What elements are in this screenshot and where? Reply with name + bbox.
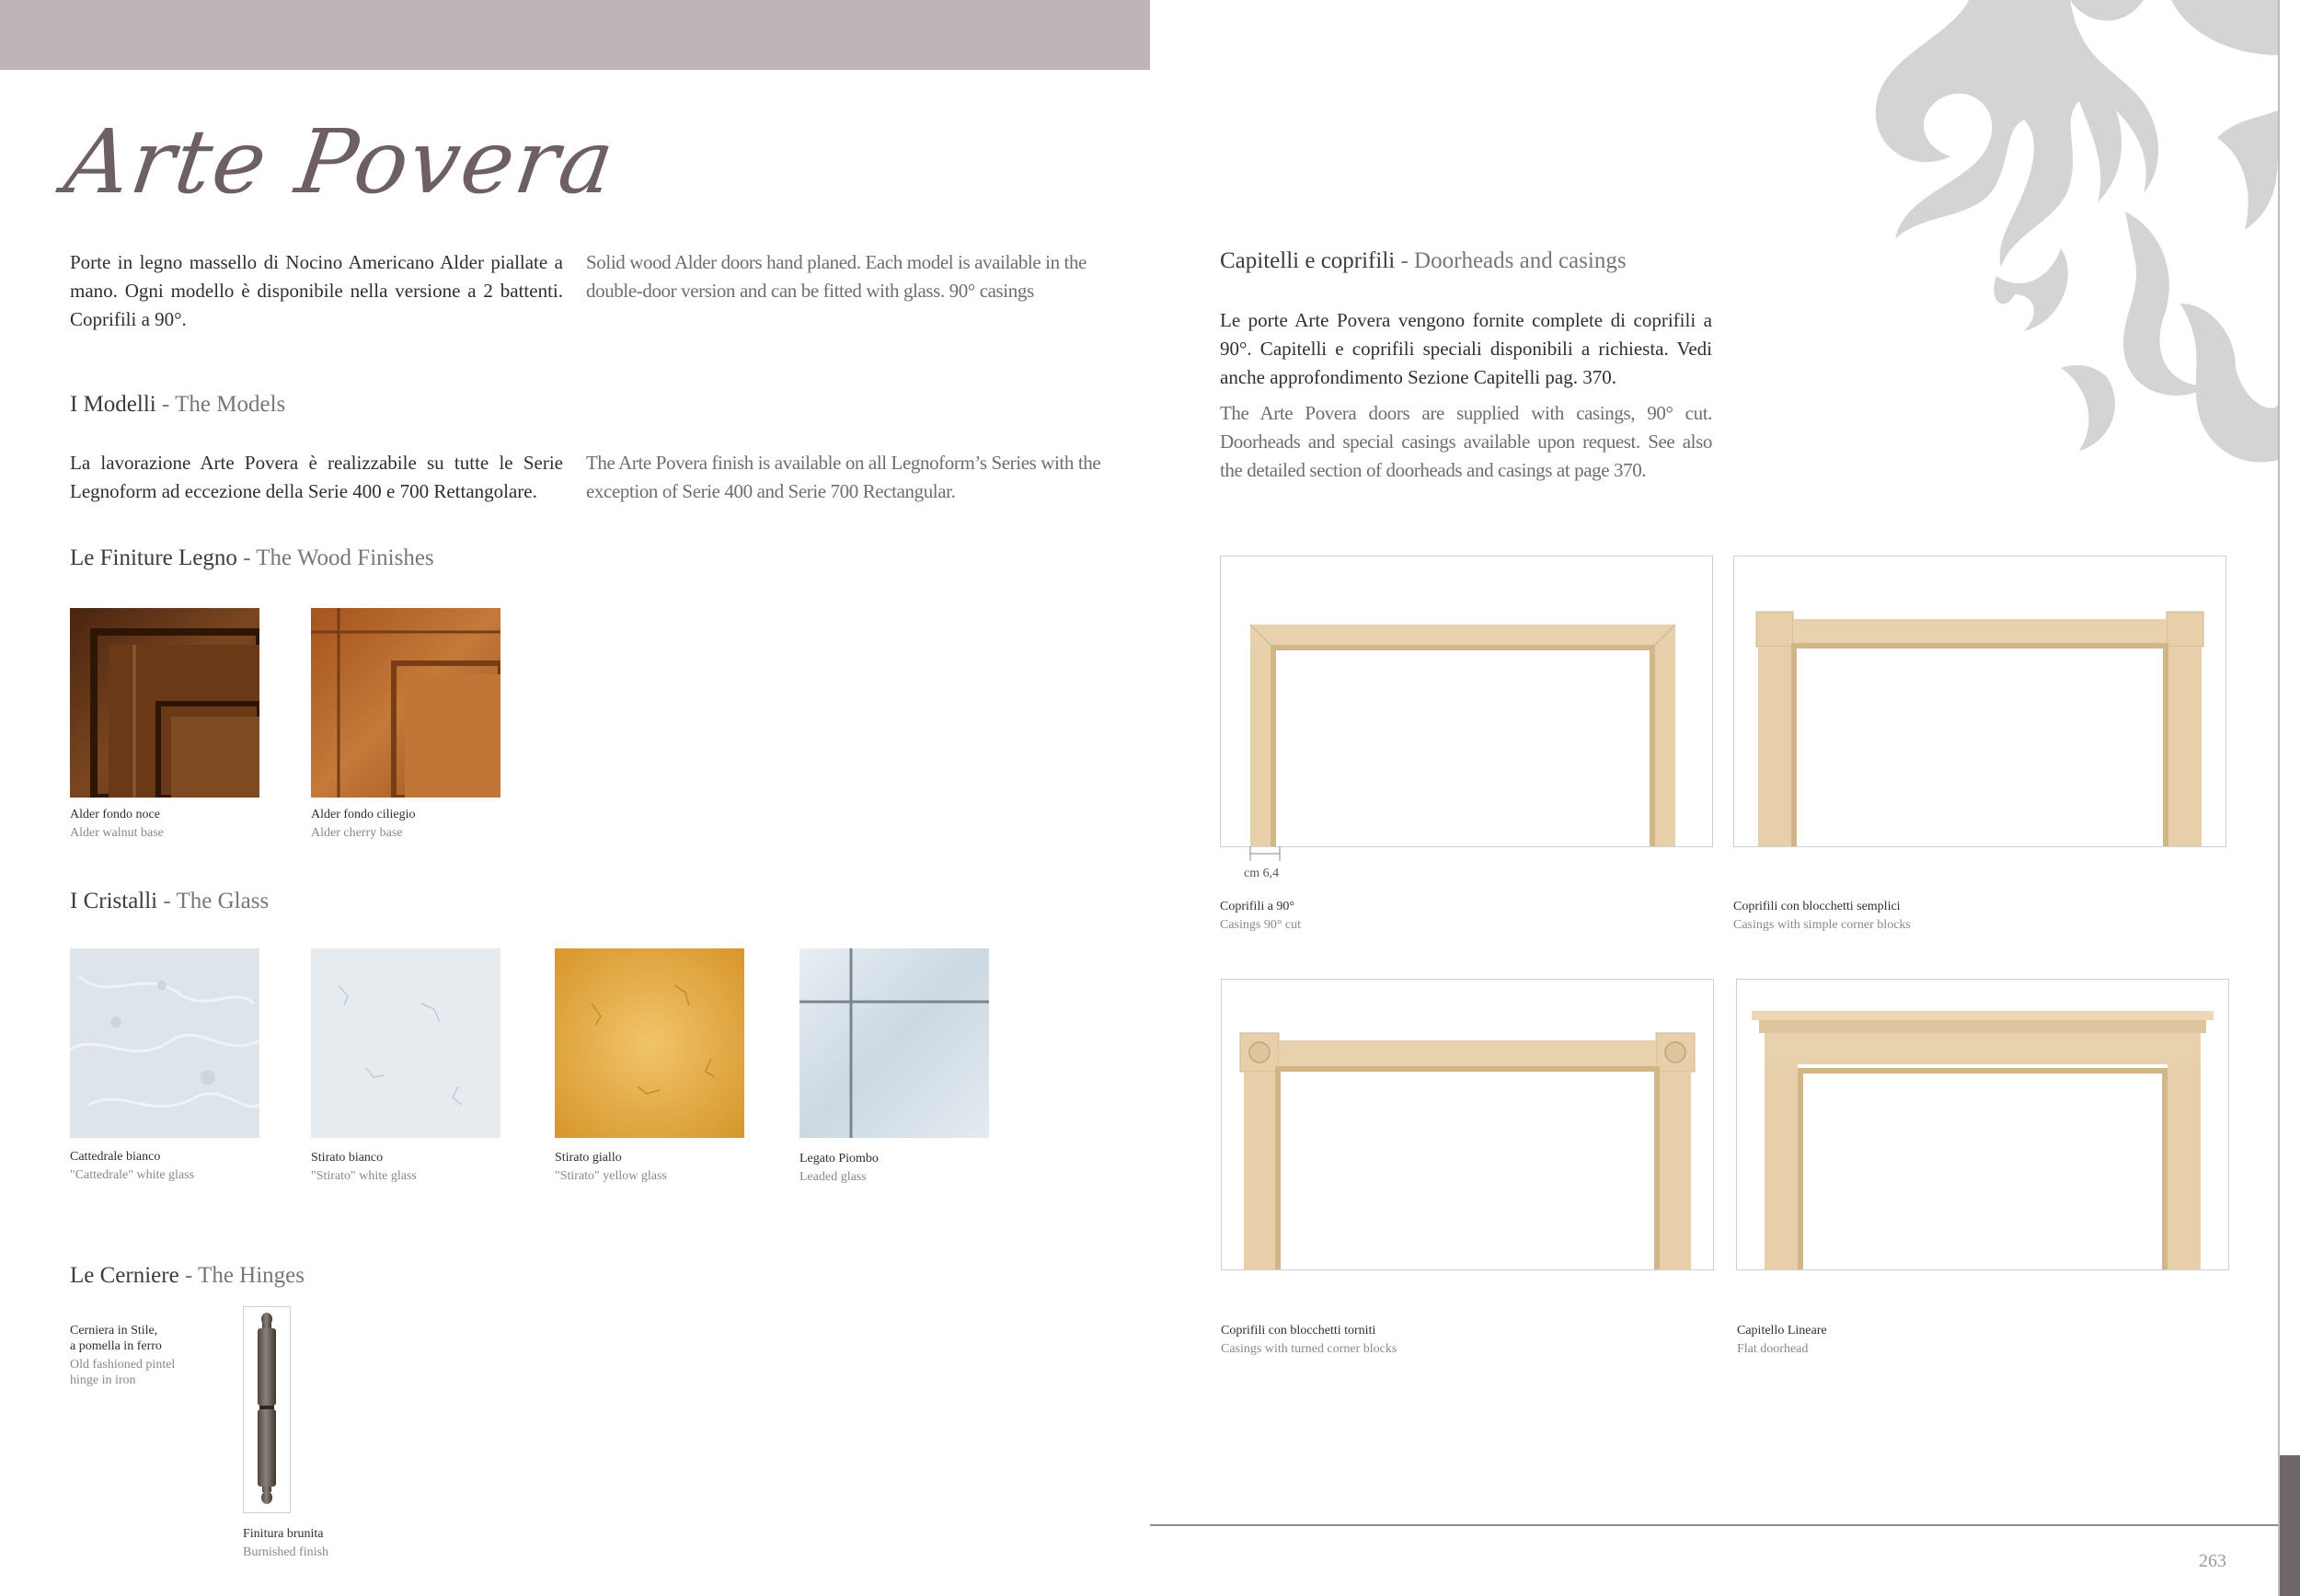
- casing-name-en: Casings with simple corner blocks: [1733, 918, 1911, 932]
- sidebar-tab: [2280, 1455, 2300, 1596]
- casing-name-it: Coprifili con blocchetti torniti: [1221, 1324, 1376, 1338]
- casing-name-it: Coprifili a 90°: [1220, 900, 1295, 913]
- casing-name-it: Capitello Lineare: [1737, 1324, 1827, 1338]
- right-edge-line: [2278, 0, 2280, 1596]
- finish-swatch-cherry: [311, 608, 500, 798]
- glass-heading-en: - The Glass: [163, 889, 270, 913]
- finishes-heading-en: - The Wood Finishes: [243, 545, 434, 570]
- dimension-marks: [1237, 846, 1293, 863]
- casing-caption-flat-doorhead: [1737, 1322, 1827, 1359]
- glass-name-en: "Stirato" white glass: [311, 1169, 417, 1183]
- hinge-finish-caption: [243, 1525, 328, 1562]
- glass-name-en: "Cattedrale" white glass: [70, 1168, 195, 1182]
- casing-image-flat-doorhead: [1736, 979, 2229, 1270]
- glass-swatch-stirato-yellow: [555, 948, 744, 1138]
- header-bar: [0, 0, 1150, 70]
- finishes-heading: [70, 544, 434, 573]
- glass-caption-stirato-white: [311, 1149, 417, 1186]
- casing-name-en: Flat doorhead: [1737, 1342, 1809, 1356]
- casing-image-simple-blocks: [1733, 556, 2226, 847]
- finish-swatch-walnut: [70, 608, 259, 798]
- page-number: 263: [2199, 1551, 2226, 1571]
- hinge-image: [243, 1306, 291, 1513]
- glass-heading: [70, 887, 269, 916]
- casings-english: The Arte Povera doors are supplied with casings, 90° cut. Doorheads and special casings available upon request. See also the detailed section of doorheads and casings at page 370.: [1220, 402, 1712, 481]
- page-title: Arte Povera: [59, 110, 622, 213]
- casings-heading-en: - Doorheads and casings: [1400, 248, 1627, 273]
- casing-caption-turned-blocks: [1221, 1322, 1397, 1359]
- glass-swatch-stirato-white: [311, 948, 500, 1138]
- casing-caption-simple-blocks: [1733, 898, 1911, 935]
- hinge-finish-en: Burnished finish: [243, 1545, 328, 1559]
- casings-heading: [1220, 247, 1627, 276]
- hinge-label-en-line2: hinge in iron: [70, 1373, 136, 1387]
- glass-caption-leaded: [799, 1150, 879, 1187]
- hinges-heading: [70, 1261, 305, 1291]
- glass-caption-cattedrale: [70, 1148, 194, 1185]
- glass-swatch-cattedrale: [70, 948, 259, 1138]
- dimension-label: cm 6,4: [1244, 867, 1280, 880]
- models-heading-en: - The Models: [162, 392, 286, 417]
- glass-name-it: Stirato bianco: [311, 1151, 384, 1165]
- hinge-finish-it: Finitura brunita: [243, 1527, 324, 1541]
- finish-caption-walnut: [70, 806, 164, 843]
- casing-name-it: Coprifili con blocchetti semplici: [1733, 900, 1901, 913]
- glass-name-en: Leaded glass: [799, 1170, 867, 1184]
- hinge-label-it-line1: Cerniera in Stile,: [70, 1324, 158, 1338]
- casings-heading-it: Capitelli e coprifili: [1220, 248, 1396, 273]
- finishes-heading-it: Le Finiture Legno: [70, 545, 237, 570]
- hinge-label-en-line1: Old fashioned pintel: [70, 1358, 176, 1372]
- glass-name-it: Stirato giallo: [555, 1151, 622, 1165]
- models-english: The Arte Povera finish is available on all Legnoform’s Series with the exception of Serie 400 and Serie 700 Rectangular.: [586, 452, 1101, 502]
- finish-name-en: Alder cherry base: [311, 826, 403, 840]
- hinge-label-it-line2: a pomella in ferro: [70, 1339, 162, 1353]
- hinge-label: [70, 1323, 175, 1388]
- glass-caption-stirato-yellow: [555, 1149, 667, 1186]
- hinges-heading-it: Le Cerniere: [70, 1263, 179, 1288]
- casing-name-en: Casings with turned corner blocks: [1221, 1342, 1397, 1356]
- casing-image-90-cut: [1220, 556, 1713, 847]
- footer-rule: [1150, 1524, 2278, 1526]
- glass-swatch-leaded: [799, 948, 989, 1138]
- models-heading: [70, 390, 285, 419]
- models-italian: La lavorazione Arte Povera è realizzabile su tutte le Serie Legnoform ad eccezione della Serie 400 e 700 Rettangolare.: [70, 452, 563, 502]
- casing-name-en: Casings 90° cut: [1220, 918, 1302, 932]
- intro-english: Solid wood Alder doors hand planed. Each model is available in the double-door version and can be fitted with glass. 90° casings: [586, 251, 1087, 302]
- glass-name-it: Cattedrale bianco: [70, 1150, 161, 1164]
- finish-name-en: Alder walnut base: [70, 826, 164, 840]
- finish-caption-cherry: [311, 806, 416, 843]
- casing-caption-90-cut: [1220, 898, 1301, 935]
- glass-name-it: Legato Piombo: [799, 1152, 879, 1165]
- glass-name-en: "Stirato" yellow glass: [555, 1169, 667, 1183]
- hinges-heading-en: - The Hinges: [184, 1263, 305, 1288]
- casings-italian: Le porte Arte Povera vengono fornite complete di coprifili a 90°. Capitelli e coprifili speciali disponibili a richiesta. Vedi anche approfondimento Sezione Capitelli pag. 370.: [1220, 309, 1712, 388]
- intro-italian: Porte in legno massello di Nocino Americano Alder piallate a mano. Ogni modello è disponibile nella versione a 2 battenti. Coprifili a 90°.: [70, 251, 563, 330]
- finish-name-it: Alder fondo noce: [70, 808, 160, 821]
- finish-name-it: Alder fondo ciliegio: [311, 808, 416, 821]
- glass-heading-it: I Cristalli: [70, 889, 158, 913]
- models-heading-it: I Modelli: [70, 392, 156, 417]
- casing-image-turned-blocks: [1221, 979, 1714, 1270]
- damask-ornament: [1849, 0, 2278, 478]
